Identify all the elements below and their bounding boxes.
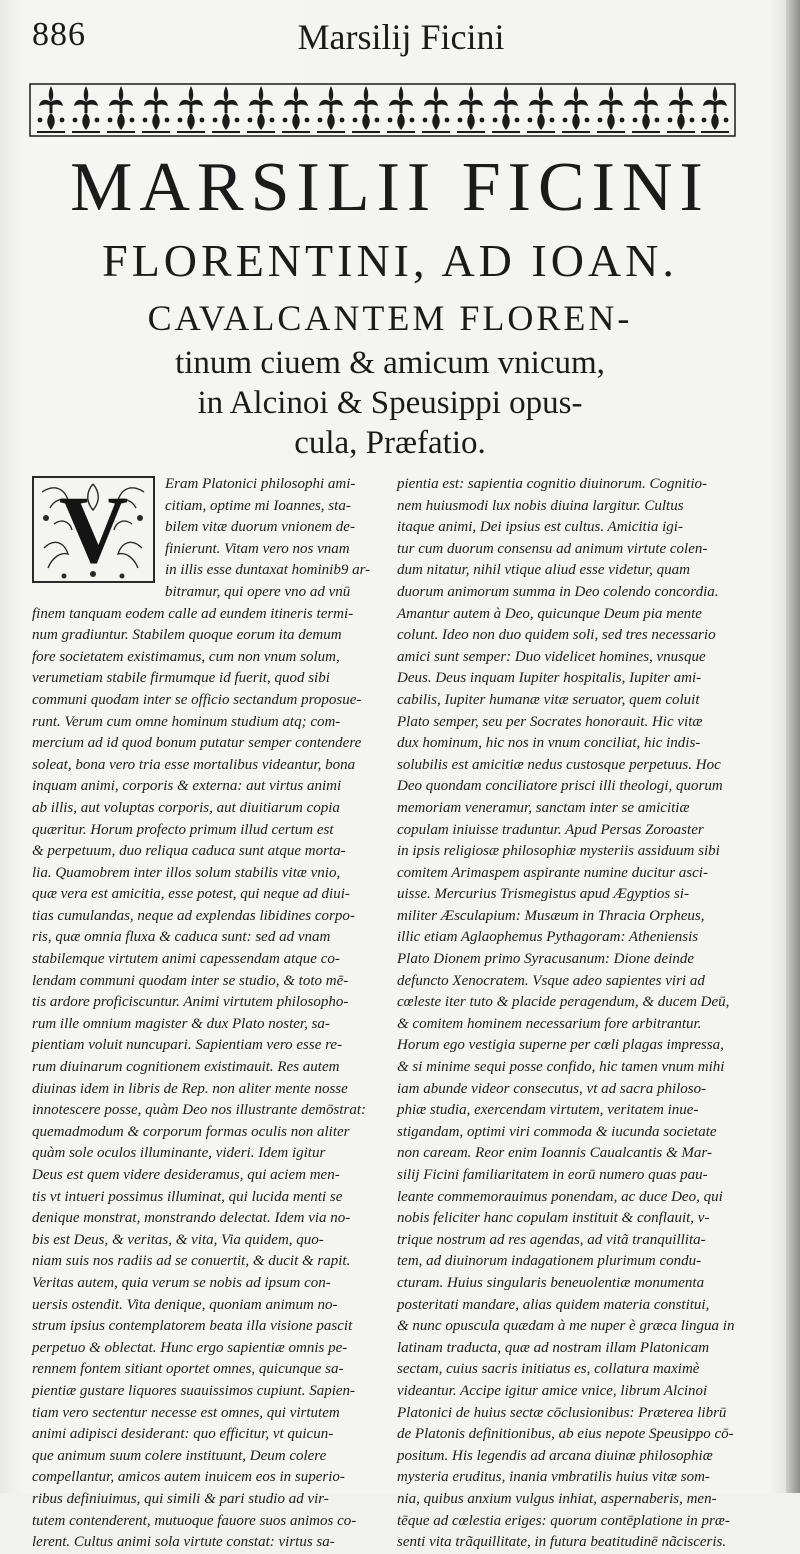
- text-line: tias cumulandas, neque ad explendas libidines corpo-: [32, 907, 355, 924]
- text-line: compellantur, amicos autem inuicem eos in superio-: [32, 1469, 345, 1486]
- text-line: ribus definiuimus, qui simili & pari studio ad vir-: [32, 1490, 329, 1507]
- text-line: bis est Deus, & veritas, & vita, Via quidem, quo-: [32, 1231, 324, 1248]
- text-line: denique monstrat, monstrando delectat. Idem via no-: [32, 1210, 351, 1227]
- text-line: uersis ostendit. Vita denique, quoniam animum no-: [32, 1296, 338, 1313]
- text-line: Eram Platonici philosophi ami-: [165, 476, 356, 492]
- text-line: nobis feliciter hanc copulam instituit & conflauit, v-: [397, 1210, 710, 1227]
- text-line: comitem Arimaspem aspirante numine ducitur asci-: [397, 864, 708, 881]
- text-line: de Platonis definitionibus, ab eius nepote Speusippo cō-: [397, 1426, 734, 1443]
- text-line: soleat, bona vero tria esse mortalibus videantur, bona: [32, 756, 356, 773]
- page-number: 886: [32, 16, 86, 53]
- text-line: ab illis, aut voluptas corporis, aut diuitiarum copia: [32, 799, 340, 816]
- text-line: stigandam, optimi viri commoda & iucunda societate: [397, 1123, 717, 1140]
- text-line: pientiam voluit nuncupari. Sapientiam vero esse re-: [32, 1037, 343, 1054]
- text-line: Deus. Deus inquam Iupiter hospitalis, Iupiter ami-: [397, 670, 702, 687]
- text-line: militer Æsculapium: Musæum in Thracia Orpheus,: [397, 907, 705, 924]
- text-line: Platonici de huius sectæ cōclusionibus: Præterea librū: [397, 1404, 727, 1421]
- text-line: iam abunde videor consecutus, vt ad sacra philoso-: [397, 1080, 707, 1097]
- text-line: verumetiam stabile firmumque id fuerit, quod sibi: [32, 670, 330, 687]
- text-line: animi adipisci desiderant: quo efficitur, vt quicun-: [32, 1426, 334, 1443]
- text-line: citiam, optime mi Ioannes, sta-: [165, 497, 351, 514]
- text-line: communi quodam inter se officio sectandum proposue-: [32, 691, 362, 708]
- text-line: amici sunt semper: Duo videlicet homines, vnusque: [397, 648, 706, 665]
- text-line: que animum suum colere instituunt, Deum colere: [32, 1447, 327, 1464]
- title-line-6: cula, Præfatio.: [294, 425, 486, 461]
- text-line: inquam animi, corporis & externa: aut virtus animi: [32, 778, 342, 795]
- text-line: illic etiam Aglaophemus Pythagoram: Atheniensis: [397, 929, 699, 946]
- text-line: in ipsis religiosæ philosophiæ mysteriis assiduum sibi: [397, 843, 720, 860]
- text-line: runt. Verum cum omne hominum studium atq; com-: [32, 713, 341, 730]
- text-line: memoriam veneramur, sanctam inter se amicitiæ: [397, 799, 690, 816]
- text-line: lia. Quamobrem inter illos solum stabilis vitæ vnio,: [32, 864, 341, 881]
- text-line: tutem contenderent, mutuoque fauore suos animos co-: [32, 1512, 357, 1529]
- text-line: leante commemorauimus ponendam, ac duce Deo, qui: [397, 1188, 723, 1205]
- text-line: non caream. Reor enim Ioannis Caualcantis & Mar-: [397, 1145, 712, 1162]
- text-line: tur cum duorum consensu ad animum virtute colen-: [397, 540, 708, 557]
- title-line-5: in Alcinoi & Speusippi opus-: [197, 385, 583, 421]
- text-line: uisse. Mercurius Trismegistus apud Ægyptios si-: [397, 886, 689, 903]
- text-line: mysteria eruditus, inania vmbratilis huius vitæ som-: [397, 1469, 710, 1486]
- title-block: [20, 145, 760, 463]
- text-line: Deo quondam conciliatore prisci illi theologi, quorum: [397, 778, 723, 795]
- text-line: ris, quæ omnia fluxa & caduca sunt: sed ad vnam: [32, 929, 331, 946]
- text-line: Veritas autem, quia verum se nobis ad ipsum con-: [32, 1274, 331, 1291]
- text-line: quàm sole oculos illuminante, videri. Idem igitur: [32, 1145, 326, 1162]
- text-line: tis ardore proficiscuntur. Animi virtutem philosopho-: [32, 994, 349, 1011]
- text-line: nem huiusmodi lux nobis diuina largitur. Cultus: [397, 497, 684, 514]
- text-line: nia, quibus anxium vulgus inhiat, aspernaberis, men-: [397, 1490, 717, 1507]
- text-line: & perpetuum, duo reliqua caduca sunt atque morta-: [32, 843, 346, 860]
- running-head: [32, 14, 770, 70]
- text-line: itaque animi, Dei ipsius est cultus. Amicitia igi-: [397, 519, 683, 536]
- text-line: defuncto Xenocratem. Vsque adeo sapientes viri ad: [397, 972, 705, 989]
- text-line: quæritur. Horum profecto primum illud certum est: [32, 821, 334, 838]
- text-line: quemadmodum & corporum formas oculis non aliter: [32, 1123, 350, 1140]
- text-line: videantur. Accipe igitur amice vnice, librum Alcinoi: [397, 1382, 708, 1399]
- text-line: diuinas idem in libris de Rep. non aliter mente nosse: [32, 1080, 348, 1097]
- text-line: perpetuo & oblectat. Hunc ergo sapientiæ omnis pe-: [32, 1339, 348, 1356]
- text-line: duorum animorum summa in Deo colendo concordia.: [397, 583, 719, 600]
- text-line: in illis esse duntaxat hominib9 ar-: [165, 562, 371, 579]
- text-line: finem tanquam eodem calle ad eundem itineris termi-: [32, 605, 354, 622]
- text-line: colunt. Ideo non duo quidem soli, sed tres necessario: [397, 627, 716, 644]
- text-line: Deus est quem videre desideramus, qui aciem men-: [32, 1167, 340, 1183]
- text-line: silij Ficini familiaritatem in eorū numero quas pau-: [397, 1167, 708, 1183]
- text-line: cabilis, Iupiter humanæ vitæ seruator, quem coluit: [397, 691, 700, 708]
- text-line: senti vita trãquillitate, in futura beatitudinē nãcisceris.: [397, 1534, 727, 1551]
- text-line: trique nostrum ad res agendas, ad vitã tranquillita-: [397, 1231, 706, 1248]
- text-line: solubilis est amicitiæ nedus custosque perpetuus. Hoc: [397, 756, 721, 773]
- text-line: latinam traducta, quæ ad nostram illam Platonicam: [397, 1339, 710, 1356]
- title-line-4: tinum ciuem & amicum vnicum,: [175, 345, 605, 381]
- text-column-right: [397, 474, 742, 1554]
- text-line: rum ille omnium magister & dux Plato noster, sa-: [32, 1015, 330, 1032]
- ornament-band: [30, 82, 735, 138]
- text-line: finierunt. Vitam vero nos vnam: [165, 540, 350, 557]
- text-line: lendam communi quodam inter se studio, & toto mē-: [32, 972, 349, 989]
- running-title: Marsilij Ficini: [297, 17, 505, 57]
- book-spine-shadow: [786, 0, 800, 1493]
- text-line: sectam, cuius sacris initiatus es, collatura maximè: [397, 1361, 700, 1378]
- text-line: innotescere posse, quàm Deo nos illustrante demōstrat:: [32, 1102, 366, 1119]
- text-line: tem, ad diuinorum indagationem plurimum condu-: [397, 1253, 702, 1270]
- text-line: Horum ego vestigia superne per cœli plagas impressa,: [397, 1037, 724, 1054]
- text-line: tiam vero sectentur necesse est omnes, qui virtutem: [32, 1404, 340, 1421]
- text-line: Plato Dionem primo Syracusanum: Dione deinde: [397, 951, 695, 968]
- text-line: tēque ad cœlestia eriges: quorum contēplatione in præ-: [397, 1512, 730, 1529]
- text-line: & comitem hominem necessarium fore arbitrantur.: [397, 1015, 702, 1032]
- initial-letter: V: [58, 476, 129, 583]
- title-line-3: CAVALCANTEM FLOREN-: [147, 298, 633, 338]
- text-line: cœleste iter tuto & placide peragendum, & ducem Deū,: [397, 994, 730, 1011]
- text-line: num gradiuntur. Stabilem quoque eorum ita demum: [32, 627, 342, 644]
- text-line: rum diuinarum cognitionem existimauit. Res autem: [32, 1059, 340, 1076]
- text-line: pientiæ gustare liquores suauissimos cupiunt. Sapien-: [32, 1382, 356, 1399]
- text-line: mercium ad id quod bonum putatur semper contendere: [32, 735, 362, 752]
- text-line: copulam iniuisse traduntur. Apud Persas Zoroaster: [397, 821, 704, 838]
- title-line-1: MARSILII FICINI: [70, 149, 710, 226]
- text-line: bilem vitæ duorum vnionem de-: [165, 519, 355, 536]
- text-line: bitramur, qui opere vno ad vnū: [165, 583, 351, 600]
- text-line: Amantur autem à Deo, quicunque Deum pia mente: [397, 605, 702, 622]
- text-line: positum. His legendis ad arcana diuinæ philosophiæ: [397, 1447, 713, 1464]
- text-line: rennem fontem sitiant oportet omnes, quicunque sa-: [32, 1361, 344, 1378]
- text-line: dum nitatur, nihil vtique aliud esse videtur, quam: [397, 562, 690, 579]
- text-line: stabilemque virtutem animi capessendam atque co-: [32, 951, 340, 968]
- text-line: niam suis nos radiis ad se conuertit, & ducit & rapit.: [32, 1253, 351, 1270]
- text-line: tis vt intueri possimus illuminat, qui lucida menti se: [32, 1188, 343, 1205]
- text-line: & nunc opuscula quædam à me nuper è græca lingua in: [397, 1318, 735, 1335]
- text-line: dux hominum, hic nos in vnum conciliat, hic indis-: [397, 735, 701, 752]
- text-line: posteritati mandare, alias quidem materia constitui,: [397, 1296, 710, 1313]
- text-line: phiæ studia, exercendam virtutem, veritatem inue-: [397, 1102, 699, 1119]
- title-line-2: FLORENTINI, AD IOAN.: [102, 235, 678, 286]
- text-line: quæ vera est amicitia, esse potest, qui neque ad diui-: [32, 886, 350, 903]
- text-line: pientia est: sapientia cognitio diuinorum. Cognitio-: [397, 476, 707, 492]
- text-line: & si minime sequi posse confido, hic tamen vnum mihi: [397, 1059, 725, 1076]
- text-line: fore societatem existimamus, cum non vnum solum,: [32, 648, 340, 665]
- text-line: lerent. Cultus animi sola virtute constat: virtus sa-: [32, 1534, 335, 1551]
- text-line: Plato semper, seu per Socrates honorauit. Hic vitæ: [397, 713, 703, 730]
- text-line: cturam. Huius singularis beneuolentiæ monumenta: [397, 1274, 705, 1291]
- text-column-left: [32, 474, 382, 1554]
- text-line: strum ipsius contemplatorem beata illa visione pascit: [32, 1318, 353, 1335]
